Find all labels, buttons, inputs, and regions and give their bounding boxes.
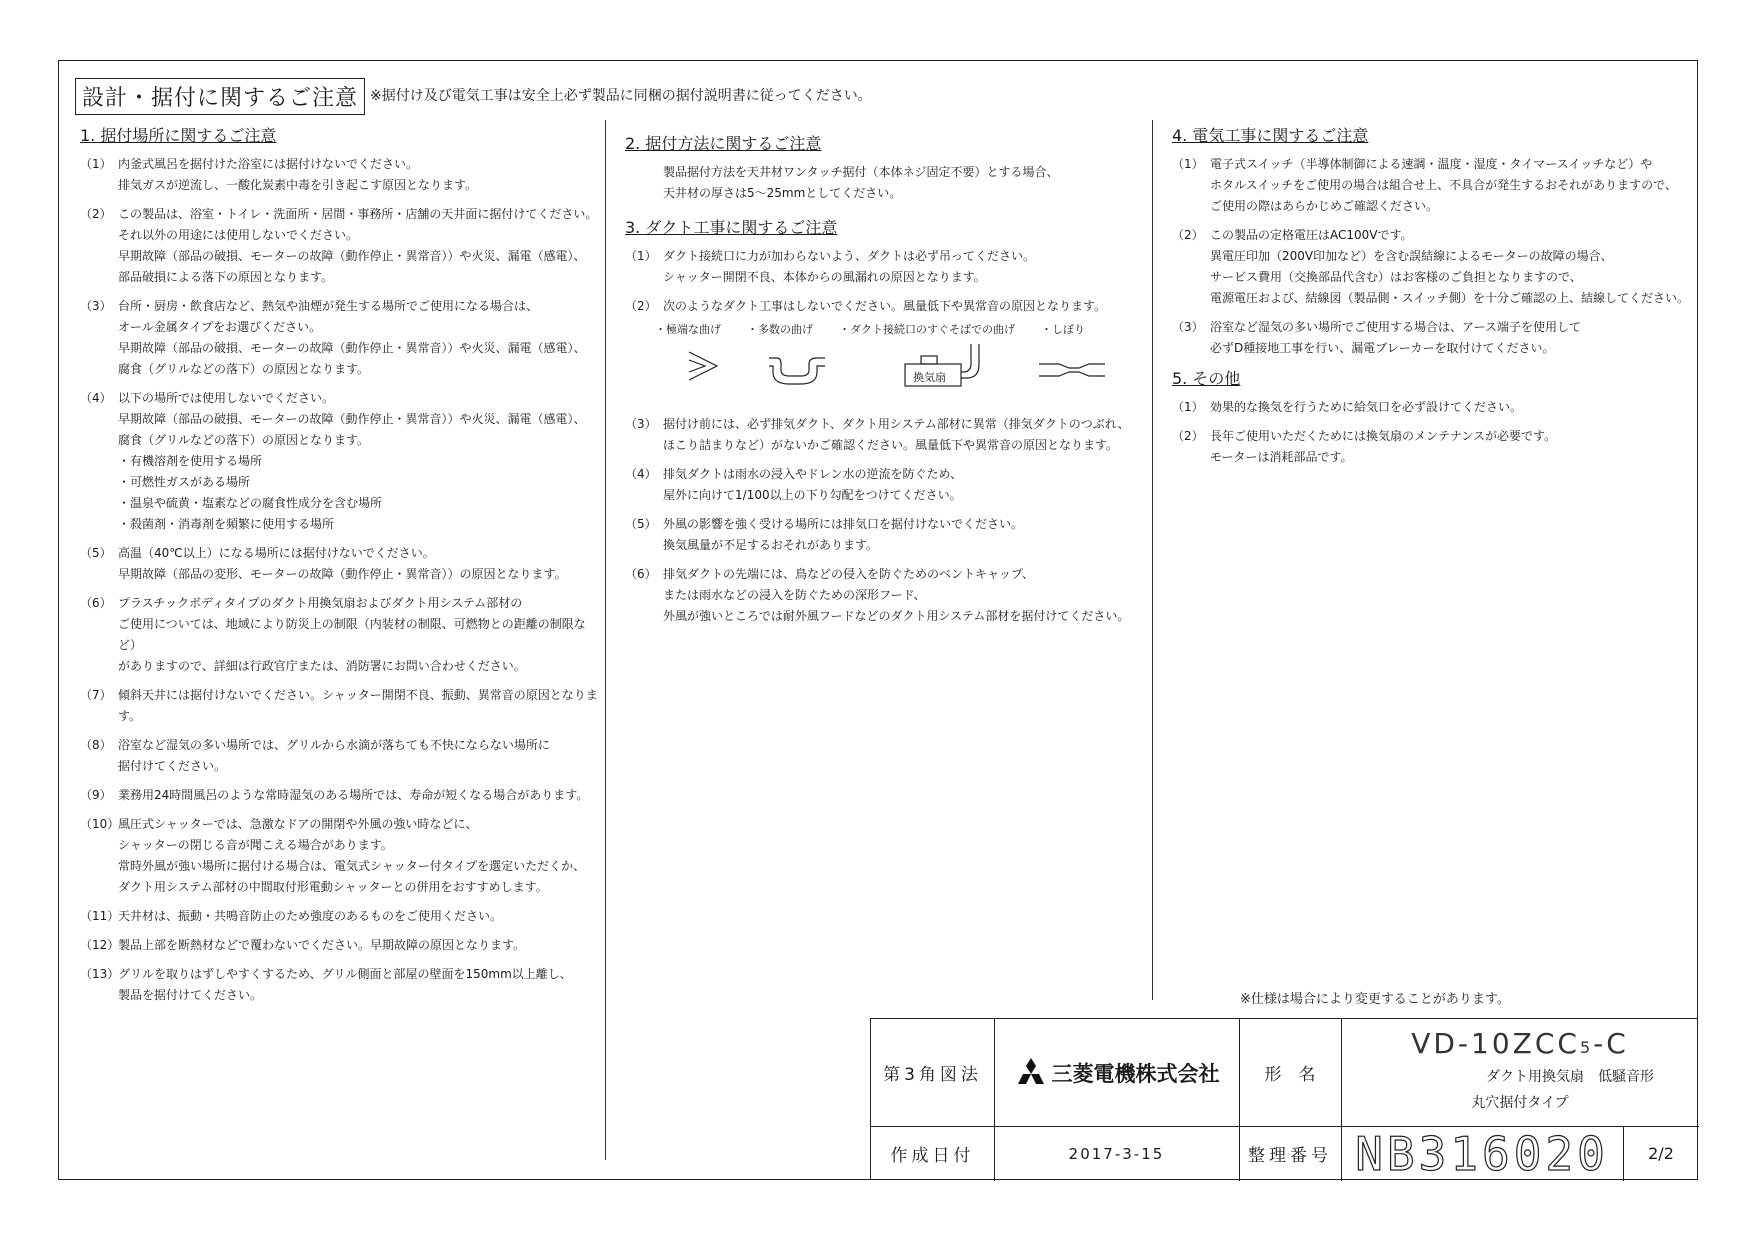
item-text: 高温（40℃以上）になる場所には据付けないでください。 早期故障（部品の変形、モーターの故障（動作停止・異常音））の原因となります。 (118, 546, 567, 581)
item-text: 以下の場所では使用しないでください。 早期故障（部品の破損、モーターの故障（動作停止・異常音））や火災、漏電（感電）、 腐食（グリルなどの落下）の原因となります。 ・有機溶剤を使用する場所 ・可燃性ガスがある場所 ・温泉や硫黄・塩素などの腐食性成分を含む場所 ・殺菌剤・消毒剤を頻繁に使用する場所 (118, 391, 586, 531)
list-item (80, 593, 600, 677)
list-item (80, 906, 600, 927)
item-number: （11） (80, 909, 120, 923)
item-text: 風圧式シャッターでは、急激なドアの開閉や外風の強い時などに、 シャッターの閉じる音が聞こえる場合があります。 常時外風が強い場所に据付ける場合は、電気式シャッター付タイプを選定いただくか、 ダクト用システム部材の中間取付形電動シャッターとの併用をおすすめします。 (118, 817, 586, 894)
list-item (625, 564, 1145, 627)
item-text: この製品の定格電圧はAC100Vです。 異電圧印加（200V印加など）を含む誤結線によるモーターの故障の場合、 サービス費用（交換部品代含む）はお客様のご負担となりますので、 電源電圧および、結線図（製品側・スイッチ側）を十分ご確認の上、結線してください。 (1210, 228, 1690, 305)
column-divider-1 (605, 120, 606, 1160)
section-4-5 (1172, 124, 1692, 476)
item-number: （9） (80, 788, 112, 802)
list-item (625, 464, 1145, 506)
narrowing-icon (1039, 364, 1105, 368)
item-number: （13） (80, 967, 120, 981)
section-4-title: 4. 電気工事に関するご注意 (1172, 126, 1369, 145)
duct-bend-diagrams (659, 344, 1139, 394)
page-title: 設計・据付に関するご注意 (75, 78, 365, 115)
page-number: 2/2 (1648, 1144, 1674, 1163)
item-number: （7） (80, 688, 112, 702)
model-subscript: 5 (1579, 1038, 1594, 1057)
model-base: VD-10ZCC (1411, 1027, 1580, 1060)
projection-method: 第3角図法 (883, 1065, 982, 1085)
item-number: （2） (625, 299, 657, 313)
item-text: 業務用24時間風呂のような常時湿気のある場所では、寿命が短くなる場合があります。 (118, 788, 589, 802)
list-item (1172, 225, 1692, 309)
list-item (80, 296, 600, 380)
model-number (1341, 1027, 1699, 1060)
list-item (625, 296, 1145, 317)
item-number: （4） (80, 391, 112, 405)
item-text: 長年ご使用いただくためには換気扇のメンテナンスが必要です。 モーターは消耗部品です。 (1210, 429, 1557, 464)
list-item (80, 154, 600, 196)
diagram-label: ・極端な曲げ (655, 323, 721, 336)
item-text: 内釜式風呂を据付けた浴室には据付けないでください。 排気ガスが逆流し、一酸化炭素中毒を引き起こす原因となります。 (118, 157, 478, 192)
diagram-label: ・多数の曲げ (747, 323, 813, 336)
duct-diagrams (659, 344, 1145, 404)
section-1-title: 1. 据付場所に関するご注意 (80, 126, 277, 145)
item-number: （2） (1172, 429, 1204, 443)
item-number: （10） (80, 817, 120, 831)
item-number: （4） (625, 467, 657, 481)
item-text: 製品上部を断熱材などで覆わないでください。早期故障の原因となります。 (118, 938, 526, 952)
item-text: 排気ダクトは雨水の浸入やドレン水の逆流を防ぐため、 屋外に向けて1/100以上の下り勾配をつけてください。 (663, 467, 962, 502)
item-text: 効果的な換気を行うために給気口を必ず設けてください。 (1210, 400, 1523, 414)
list-item (80, 935, 600, 956)
list-item (625, 246, 1145, 288)
item-text: 次のようなダクト工事はしないでください。風量低下や異常音の原因となります。 (663, 299, 1107, 313)
item-text: 浴室など湿気の多い場所では、グリルから水滴が落ちても不快にならない場所に 据付けてください。 (118, 738, 550, 773)
section-2-3 (625, 132, 1145, 635)
list-item (80, 814, 600, 898)
model-info (1341, 1019, 1699, 1126)
item-number: （2） (1172, 228, 1204, 242)
list-item (625, 414, 1145, 456)
column-divider-2 (1152, 120, 1153, 1000)
extreme-bend-icon (689, 352, 717, 380)
model-desc-1: ダクト用換気扇 低騒音形 (1486, 1069, 1654, 1085)
section-3-title: 3. ダクト工事に関するご注意 (625, 218, 838, 237)
model-desc-2: 丸穴据付タイプ (1471, 1095, 1569, 1111)
item-number: （1） (1172, 157, 1204, 171)
item-text: グリルを取りはずしやすくするため、グリル側面と部屋の壁面を150mm以上離し、 製品を据付けてください。 (118, 967, 572, 1002)
mitsubishi-logo-icon (1014, 1058, 1048, 1088)
diagram-labels (625, 319, 1145, 340)
title-block (870, 1018, 1698, 1180)
item-number: （1） (625, 249, 657, 263)
item-text: 台所・厨房・飲食店など、熱気や油煙が発生する場所でご使用になる場合は、 オール金属タイプをお選びください。 早期故障（部品の破損、モーターの故障（動作停止・異常音））や火災、漏電（感電）、 腐食（グリルなどの落下）の原因となります。 (118, 299, 586, 376)
list-item (80, 204, 600, 288)
item-number: （3） (1172, 320, 1204, 334)
creation-date: 2017-3-15 (1068, 1144, 1165, 1163)
model-label: 形 名 (1264, 1065, 1316, 1085)
item-text: この製品は、浴室・トイレ・洗面所・居間・事務所・店舗の天井面に据付けてください。 それ以外の用途には使用しないでください。 早期故障（部品の破損、モーターの故障（動作停止・異常音））や火災、漏電（感電）、 部品破損による落下の原因となります。 (118, 207, 598, 284)
item-number: （8） (80, 738, 112, 752)
list-item (80, 735, 600, 777)
section-5-title: 5. その他 (1172, 369, 1241, 388)
list-item (625, 514, 1145, 556)
item-text: ダクト接続口に力が加わらないよう、ダクトは必ず吊ってください。 シャッター開閉不良、本体からの風漏れの原因となります。 (663, 249, 1036, 284)
company-name: 三菱電機株式会社 (1051, 1061, 1220, 1086)
list-item (1172, 154, 1692, 217)
fan-label: 換気扇 (913, 371, 946, 384)
model-suffix: -C (1593, 1027, 1629, 1060)
section-1-list (80, 154, 600, 1006)
diagram-label: ・ダクト接続口のすぐそばでの曲げ (839, 323, 1015, 336)
list-item (80, 388, 600, 535)
ref-label: 整理番号 (1248, 1146, 1332, 1166)
item-text: 電子式スイッチ（半導体制御による速調・温度・湿度・タイマースイッチなど）や ホタルスイッチをご使用の場合は組合せ上、不具合が発生するおそれがありますので、 ご使用の際はあらかじめご確認ください。 (1210, 157, 1677, 213)
section-4-list (1172, 154, 1692, 359)
section-2-title: 2. 据付方法に関するご注意 (625, 134, 822, 153)
item-number: （1） (1172, 400, 1204, 414)
item-number: （12） (80, 938, 120, 952)
item-number: （1） (80, 157, 112, 171)
item-text: 外風の影響を強く受ける場所には排気口を据付けないでください。 換気風量が不足するおそれがあります。 (663, 517, 1024, 552)
list-item (1172, 397, 1692, 418)
section-2-text: 製品据付方法を天井材ワンタッチ据付（本体ネジ固定不要）とする場合、 天井材の厚さは5～25mmとしてください。 (663, 165, 1059, 200)
item-number: （5） (80, 546, 112, 560)
item-number: （5） (625, 517, 657, 531)
item-text: 浴室など湿気の多い場所でご使用する場合は、アース端子を使用して 必ずD種接地工事を行い、漏電ブレーカーを取付けてください。 (1210, 320, 1582, 355)
item-number: （2） (80, 207, 112, 221)
diagram-label: ・しぼり (1041, 323, 1085, 336)
list-item (80, 964, 600, 1006)
item-number: （3） (625, 417, 657, 431)
list-item (80, 543, 600, 585)
list-item (80, 685, 600, 727)
item-text: プラスチックボディタイプのダクト用換気扇およびダクト用システム部材の ご使用については、地域により防災上の制限（内装材の制限、可燃物との距離の制限など） がありますので、詳細は行政官庁または、消防署にお問い合わせください。 (118, 596, 586, 673)
ref-number: NB316020 (1355, 1126, 1609, 1181)
date-label: 作成日付 (890, 1146, 975, 1166)
section-5-list (1172, 397, 1692, 468)
list-item (1172, 426, 1692, 468)
item-text: 傾斜天井には据付けないでください。シャッター開閉不良、振動、異常音の原因となります。 (118, 688, 598, 723)
list-item (80, 785, 600, 806)
item-number: （6） (80, 596, 112, 610)
section-3-list (625, 414, 1145, 627)
item-text: 排気ダクトの先端には、鳥などの侵入を防ぐためのベントキャップ、 または雨水などの浸入を防ぐための深形フード、 外風が強いところでは耐外風フードなどのダクト用システム部材を据付けてください。 (663, 567, 1130, 623)
section-1 (80, 124, 600, 1014)
item-number: （6） (625, 567, 657, 581)
item-text: 天井材は、振動・共鳴音防止のため強度のあるものをご使用ください。 (118, 909, 503, 923)
company-logo (994, 1019, 1239, 1126)
header-note: ※据付け及び電気工事は安全上必ず製品に同梱の据付説明書に従ってください。 (370, 88, 872, 104)
list-item (1172, 317, 1692, 359)
item-text: 据付け前には、必ず排気ダクト、ダクト用システム部材に異常（排気ダクトのつぶれ、 ほこり詰まりなど）がないかご確認ください。風量低下や異常音の原因となります。 (663, 417, 1130, 452)
spec-note: ※仕様は場合により変更することがあります。 (1240, 992, 1510, 1007)
item-number: （3） (80, 299, 112, 313)
